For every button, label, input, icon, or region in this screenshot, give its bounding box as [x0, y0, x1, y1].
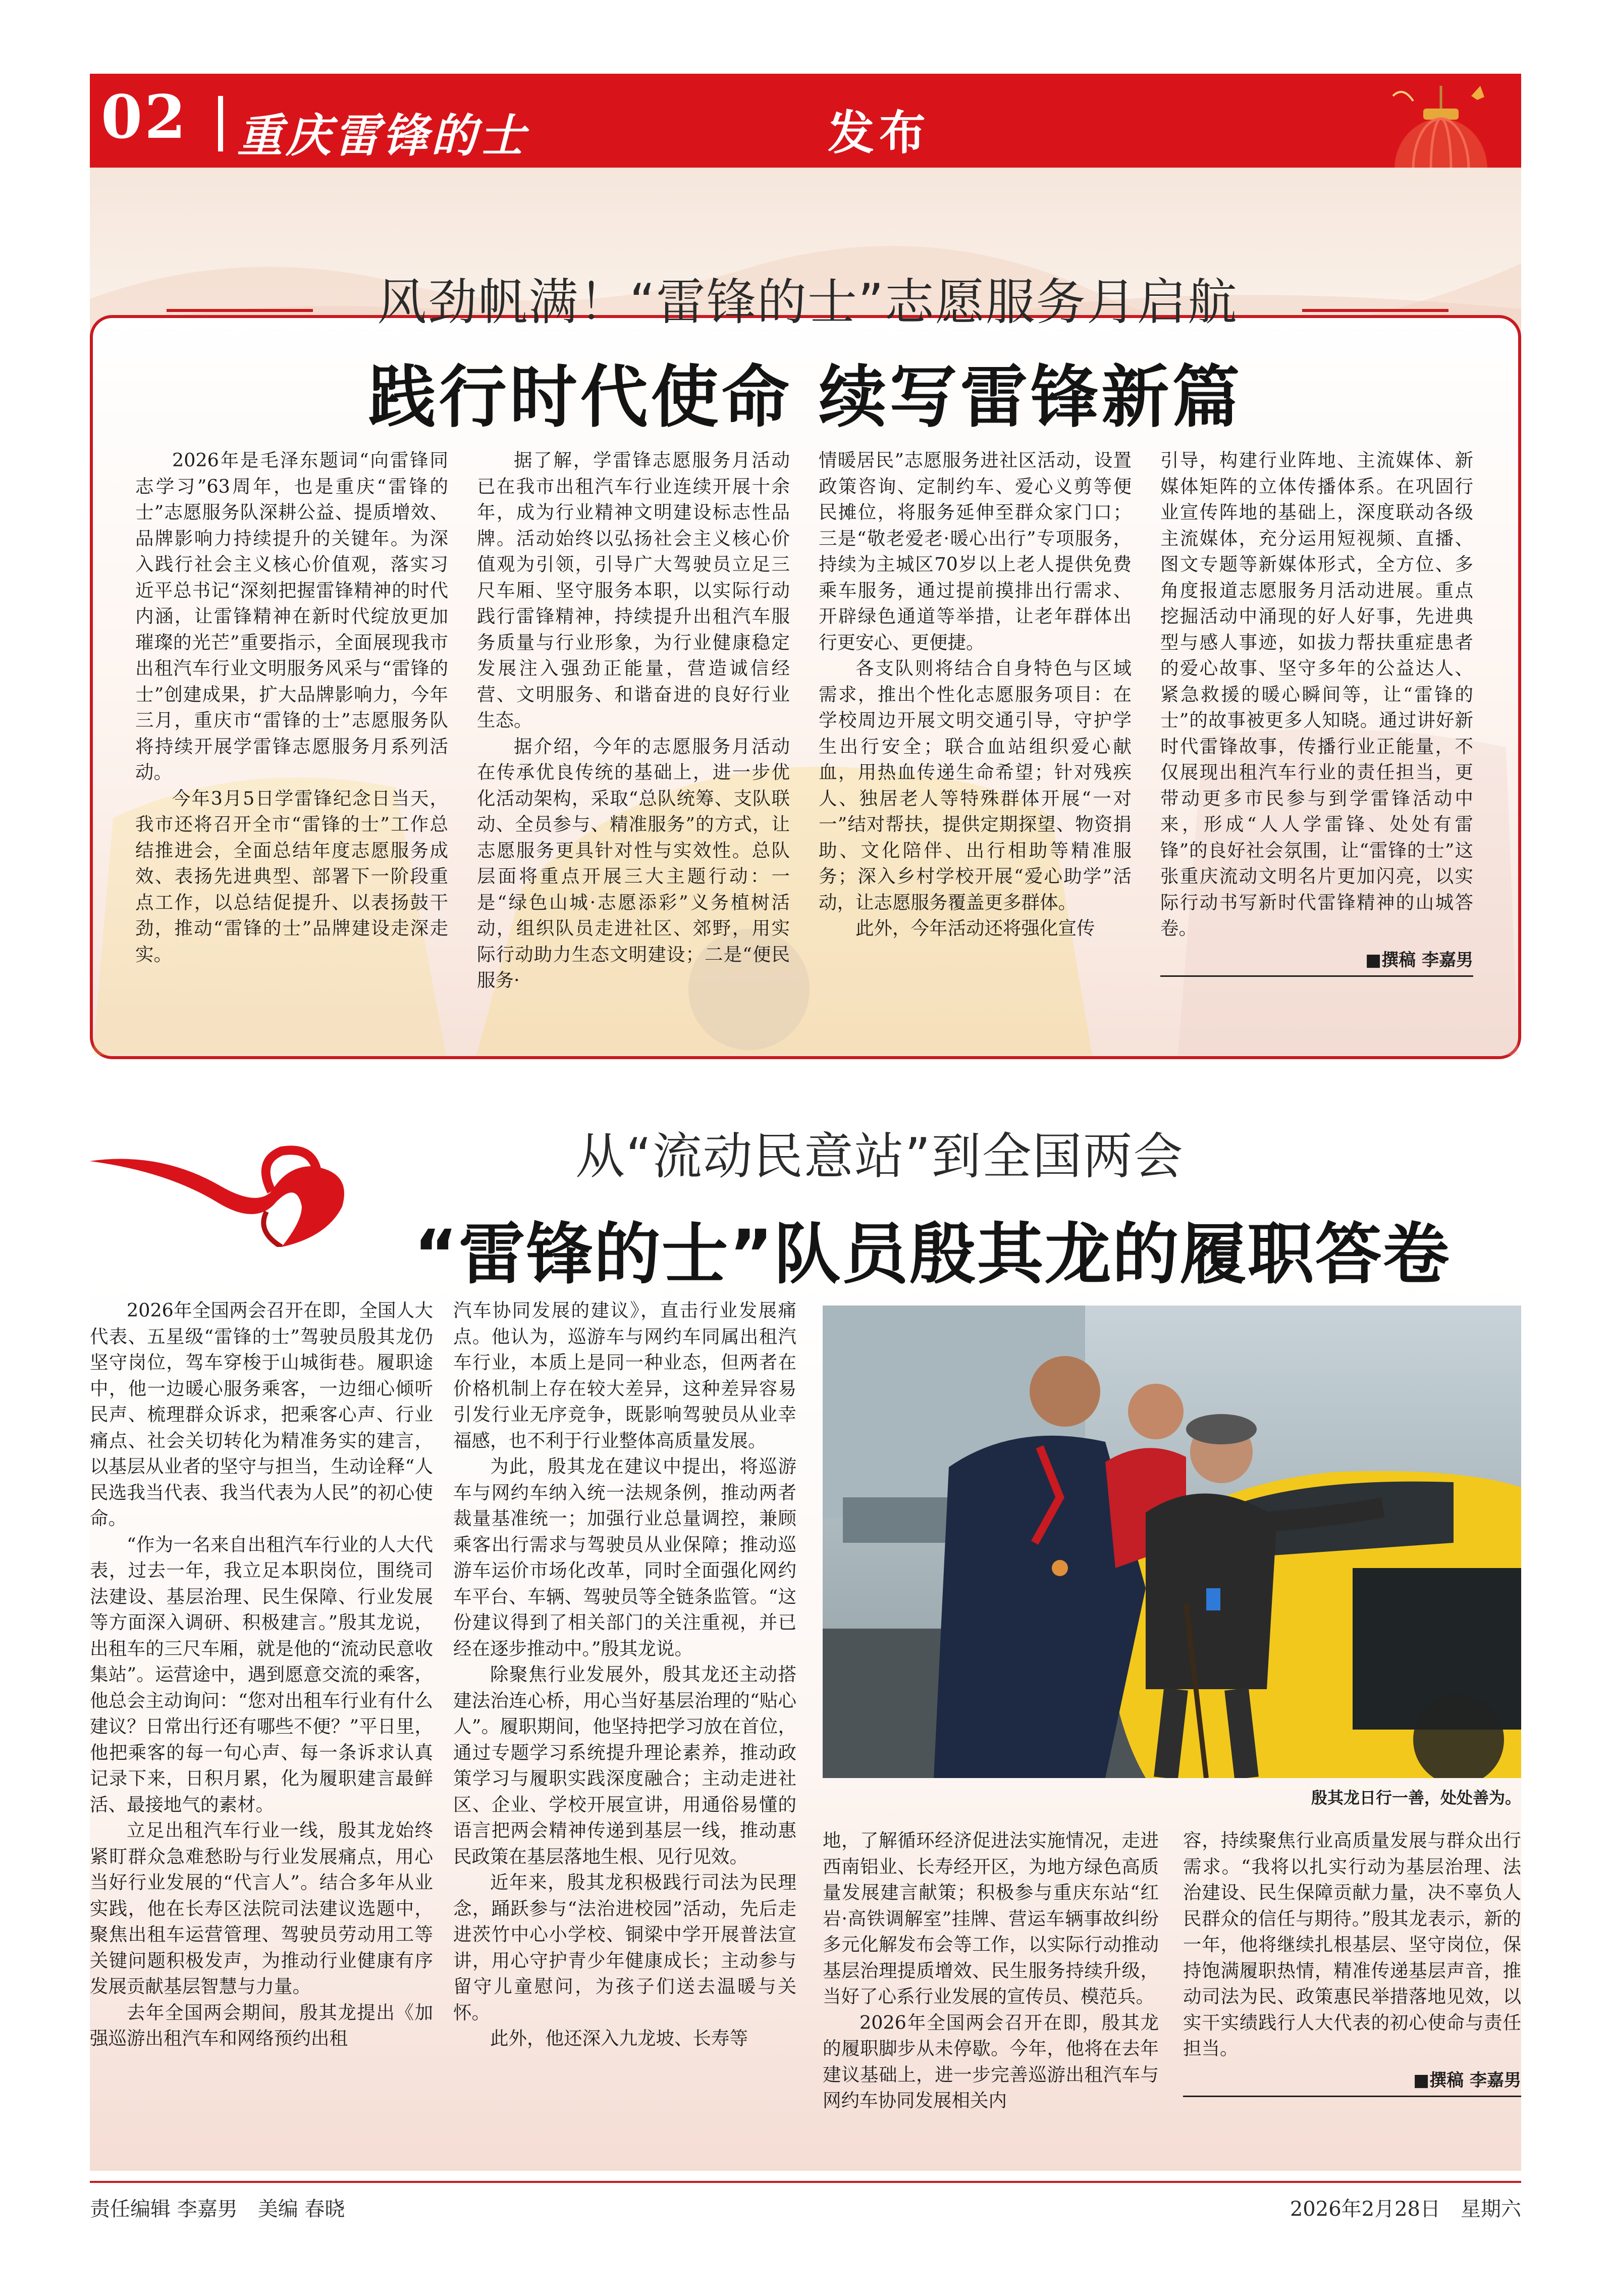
paragraph: 近年来，殷其龙积极践行司法为民理念，踊跃参与“法治进校园”活动，先后走进茨竹中心小学校、铜梁中学开展普法宣讲，用心守护青少年健康成长；主动参与留守儿童慰问，为孩子们送去温暖与关怀。 [453, 1871, 796, 2023]
footer-editors: 责任编辑 李嘉男 美编 春晓 [90, 2198, 345, 2221]
article2-column-1 [90, 1297, 433, 2052]
paragraph: 地，了解循环经济促进法实施情况，走进西南铝业、长寿经开区，为地方绿色高质量发展建言献策；积极参与重庆东站“红岩·高铁调解室”挂牌、营运车辆事故纠纷多元化解发布会等工作，以实际行动推动基层治理提质增效、民生服务持续升级，当好了心系行业发展的宣传员、模范兵。 [823, 1830, 1159, 2007]
paragraph: 汽车协同发展的建议》，直击行业发展痛点。他认为，巡游车与网约车同属出租汽车行业，本质上是同一种业态，但两者在价格机制上存在较大差异，这种差异容易引发行业无序竞争，既影响驾驶员从业幸福感，也不利于行业整体高质量发展。 [453, 1299, 796, 1451]
header-divider [218, 96, 223, 151]
paragraph: 据介绍，今年的志愿服务月活动在传承优良传统的基础上，进一步优化活动架构，采取“总队统筹、支队联动、全员参与、精准服务”的方式，让志愿服务更具针对性与实效性。总队层面将重点开展三大主题行动：一是“绿色山城·志愿添彩”义务植树活动，组织队员走进社区、郊野，用实际行动助力生态文明建设；二是“便民服务· [477, 735, 790, 991]
paragraph: 今年3月5日学雷锋纪念日当天，我市还将召开全市“雷锋的士”工作总结推进会，全面总结年度志愿服务成效、表扬先进典型、部署下一阶段重点工作，以总结促提升、以表扬鼓干劲，推动“雷锋的士”品牌建设走深走实。 [135, 787, 448, 965]
paragraph: 2026年全国两会召开在即，殷其龙的履职脚步从未停歇。今年，他将在去年建议基础上，进一步完善巡游出租汽车与网约车协同发展相关内 [823, 2011, 1159, 2111]
paragraph: 去年全国两会期间，殷其龙提出《加强巡游出租汽车和网络预约出租 [90, 2001, 433, 2049]
section-title: 发布 [828, 106, 931, 160]
article1-column-4 [1160, 447, 1473, 977]
paragraph: 立足出租汽车行业一线，殷其龙始终紧盯群众急难愁盼与行业发展痛点，用心当好行业发展的“代言人”。结合多年从业实践，他在长寿区法院司法建议选题中，聚焦出租车运营管理、驾驶员劳动用工等关键问题积极发声，为推动行业健康有序发展贡献基层智慧与力量。 [90, 1819, 433, 1997]
article1-column-3 [819, 447, 1132, 942]
paragraph: 据了解，学雷锋志愿服务月活动已在我市出租汽车行业连续开展十余年，成为行业精神文明建设标志性品牌。活动始终以弘扬社会主义核心价值观为引领，引导广大驾驶员立足三尺车厢、坚守服务本职，以实际行动践行雷锋精神，持续提升出租汽车服务质量与行业形象，为行业健康稳定发展注入强劲正能量，营造诚信经营、文明服务、和谐奋进的良好行业生态。 [477, 449, 790, 731]
article1-column-2 [477, 447, 790, 994]
article2-column-2 [453, 1297, 796, 2052]
article2-subtitle: 从“流动民意站”到全国两会 [575, 1128, 1184, 1185]
article2-column-3 [823, 1828, 1159, 2114]
article2-column-4 [1183, 1828, 1521, 2097]
article1-column-1 [135, 447, 448, 967]
article1-title: 践行时代使命 续写雷锋新篇 [368, 358, 1243, 437]
page-number: 02 [101, 82, 188, 152]
subtitle-rule-left [167, 309, 313, 312]
paragraph: 此外，他还深入九龙坡、长寿等 [490, 2027, 748, 2049]
paragraph: 为此，殷其龙在建议中提出，将巡游车与网约车纳入统一法规条例，推动两者裁量基准统一；加强行业总量调控，兼顾乘客出行需求与驾驶员从业保障；推动巡游车运价市场化改革，同时全面强化网约车平台、车辆、驾驶员等全链条监管。“这份建议得到了相关部门的关注重视，并已经在逐步推动中。”殷其龙说。 [453, 1455, 796, 1659]
paragraph: 各支队则将结合自身特色与区域需求，推出个性化志愿服务项目：在学校周边开展文明交通引导，守护学生出行安全；联合血站组织爱心献血，用热血传递生命希望；针对残疾人、独居老人等特殊群体开展“一对一”结对帮扶，提供定期探望、物资捐助、文化陪伴、出行相助等精准服务；深入乡村学校开展“爱心助学”活动，让志愿服务覆盖更多群体。 [819, 657, 1132, 913]
article1-subtitle: 风劲帆满！“雷锋的士”志愿服务月启航 [377, 274, 1238, 331]
news-photo [823, 1306, 1521, 1778]
footer-rule [90, 2181, 1521, 2183]
footer-date: 2026年2月28日 星期六 [1290, 2198, 1521, 2221]
paragraph: 2026年是毛泽东题词“向雷锋同志学习”63周年，也是重庆“雷锋的士”志愿服务队深耕公益、提质增效、品牌影响力持续提升的关键年。为深入践行社会主义核心价值观，落实习近平总书记“深刻把握雷锋精神的时代内涵，让雷锋精神在新时代绽放更加璀璨的光芒”重要指示，全面展现我市出租汽车行业文明服务风采与“雷锋的士”创建成果，扩大品牌影响力，今年三月，重庆市“雷锋的士”志愿服务队将持续开展学雷锋志愿服务月系列活动。 [135, 449, 448, 783]
paragraph: 情暖居民”志愿服务进社区活动，设置政策咨询、定制约车、爱心义剪等便民摊位，将服务延伸至群众家门口；三是“敬老爱老·暖心出行”专项服务，持续为主城区70岁以上老人提供免费乘车服务，通过提前摸排出行需求、开辟绿色通道等举措，让老年群体出行更安心、更便捷。 [819, 449, 1132, 653]
paragraph: “作为一名来自出租汽车行业的人大代表，过去一年，我立足本职岗位，围绕司法建设、基层治理、民生保障、行业发展等方面深入调研、积极建言。”殷其龙说，出租车的三尺车厢，就是他的“流动民意收集站”。运营途中，遇到愿意交流的乘客，他总会主动询问：“您对出租车行业有什么建议？日常出行还有哪些不便？”平日里，他把乘客的每一句心声、每一条诉求认真记录下来，日积月累，化为履职建言最鲜活、最接地气的素材。 [90, 1533, 433, 1815]
photo-caption: 殷其龙日行一善，处处善为。 [1311, 1788, 1521, 1807]
subtitle-rule-right [1302, 309, 1448, 312]
paragraph: 引导，构建行业阵地、主流媒体、新媒体矩阵的立体传播体系。在巩固行业宣传阵地的基础上，深度联动各级主流媒体，充分运用短视频、直播、图文专题等新媒体形式，全方位、多角度报道志愿服务月活动进展。重点挖掘活动中涌现的好人好事，先进典型与感人事迹，如拔力帮扶重症患者的爱心故事、坚守多年的公益达人、紧急救援的暖心瞬间等，让“雷锋的士”的故事被更多人知晓。通过讲好新时代雷锋故事，传播行业正能量，不仅展现出租汽车行业的责任担当，更带动更多市民参与到学雷锋活动中来，形成“人人学雷锋、处处有雷锋”的良好社会氛围，让“雷锋的士”这张重庆流动文明名片更加闪亮，以实际行动书写新时代雷锋精神的山城答卷。 [1160, 449, 1473, 939]
paragraph: 2026年全国两会召开在即，全国人大代表、五星级“雷锋的士”驾驶员殷其龙仍坚守岗位，驾车穿梭于山城街巷。履职途中，他一边暖心服务乘客，一边细心倾听民声、梳理群众诉求，把乘客心声、行业痛点、社会关切转化为精准务实的建言，以基层从业者的坚守与担当，生动诠释“人民选我当代表、我当代表为人民”的初心使命。 [90, 1299, 433, 1529]
article2-byline: ■撰稿 李嘉男 [1183, 2068, 1521, 2098]
paragraph: 容，持续聚焦行业高质量发展与群众出行需求。“我将以扎实行动为基层治理、法治建设、民生保障贡献力量，决不辜负人民群众的信任与期待。”殷其龙表示，新的一年，他将继续扎根基层、坚守岗位，保持饱满履职热情，精准传递基层声音，推动司法为民、政策惠民举措落地见效，以实干实绩践行人大代表的初心使命与责任担当。 [1183, 1830, 1521, 2059]
paragraph: 此外，今年活动还将强化宣传 [855, 917, 1095, 939]
article2-title: “雷锋的士”队员殷其龙的履职答卷 [414, 1216, 1451, 1293]
brand-logo-text: 重庆雷锋的士 [237, 109, 528, 163]
article1-byline: ■撰稿 李嘉男 [1160, 948, 1473, 977]
heart-ribbon-icon [90, 1131, 362, 1247]
paragraph: 除聚焦行业发展外，殷其龙还主动搭建法治连心桥，用心当好基层治理的“贴心人”。履职期间，他坚持把学习放在首位，通过专题学习系统提升理论素养，推动政策学习与履职实践深度融合；主动走进社区、企业、学校开展宣讲，用通俗易懂的语言把两会精神传递到基层一线，推动惠民政策在基层落地生根、见行见效。 [453, 1663, 796, 1867]
